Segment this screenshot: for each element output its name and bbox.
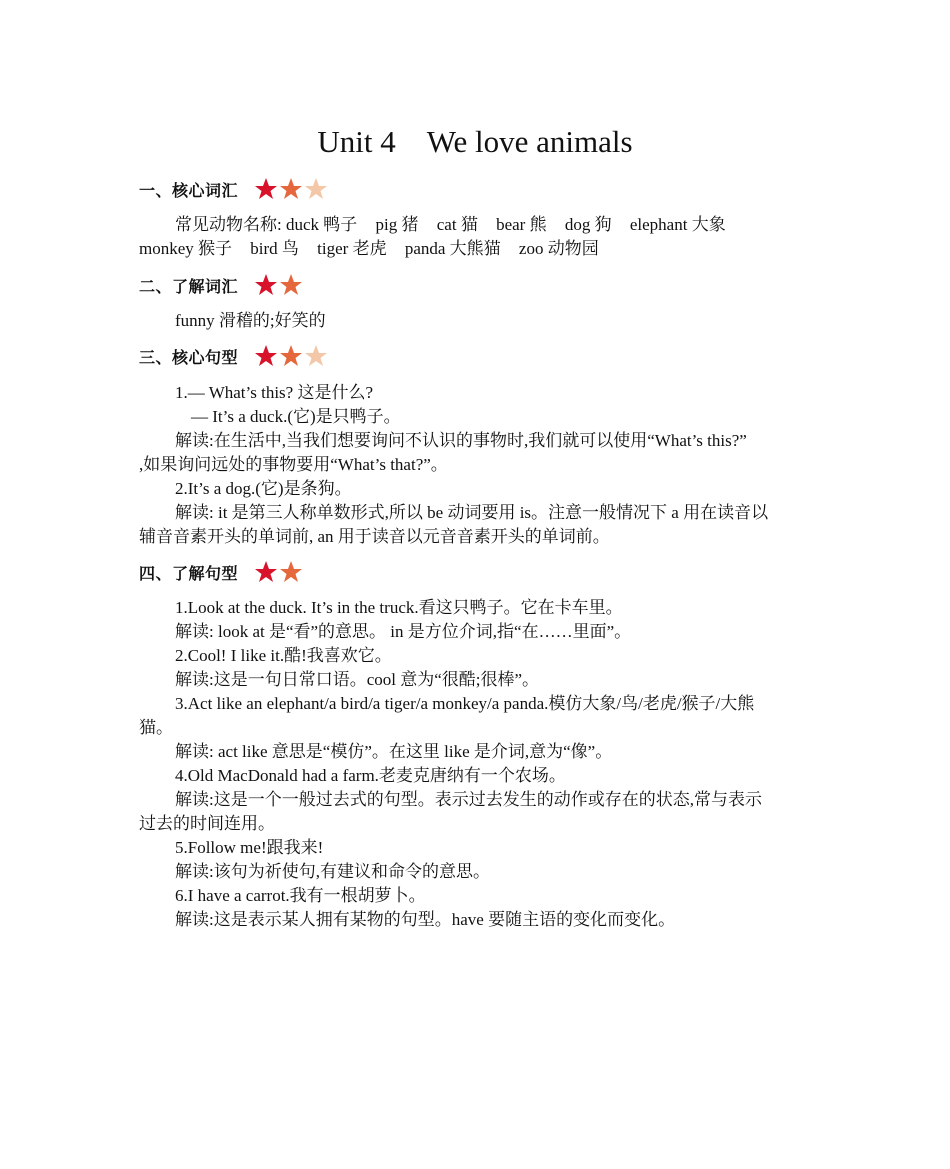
vocab-item: cat 猫	[436, 215, 478, 234]
vocab-item: elephant 大象	[629, 215, 726, 234]
vocab-line-funny: funny 滑稽的;好笑的	[175, 311, 326, 330]
star-icon	[304, 344, 328, 368]
rating-stars	[254, 560, 303, 584]
vocab-item: tiger 老虎	[317, 239, 387, 258]
rating-stars	[254, 177, 328, 201]
vocab-item: panda 大熊猫	[404, 239, 501, 258]
vocab-line-2	[139, 237, 814, 261]
star-icon	[279, 344, 303, 368]
vocab-item: pig 猪	[375, 215, 419, 234]
sentence-line: 2.It’s a dog.(它)是条狗。	[175, 479, 352, 498]
section-heading-know-vocab	[139, 270, 303, 300]
vocab-item: bird 鸟	[250, 239, 299, 258]
star-icon	[254, 177, 278, 201]
sentence-line: 1.— What’s this? 这是什么?	[175, 383, 373, 402]
explanation-line: 解读:在生活中,当我们想要询问不认识的事物时,我们就可以使用“What’s this?”	[175, 431, 747, 450]
section-heading-core-sentences	[139, 341, 328, 371]
vocab-item: zoo 动物园	[518, 239, 599, 258]
section-heading-core-vocab	[139, 174, 328, 204]
star-icon	[254, 273, 278, 297]
sentence-line: 4.Old MacDonald had a farm.老麦克唐纳有一个农场。	[175, 766, 566, 785]
sentence-line: 猫。	[139, 718, 173, 737]
section-label: 三、核心句型	[139, 347, 239, 367]
explanation-line: 解读:这是一句日常口语。cool 意为“很酷;很棒”。	[175, 670, 540, 689]
rating-stars	[254, 344, 328, 368]
explanation-line: 解读:这是表示某人拥有某物的句型。have 要随主语的变化而变化。	[175, 910, 676, 929]
star-icon	[304, 177, 328, 201]
sentence-line: 1.Look at the duck. It’s in the truck.看这只鸭子。它在卡车里。	[175, 598, 623, 617]
explanation-line: 解读:该句为祈使句,有建议和命令的意思。	[175, 862, 490, 881]
sentence-line: 2.Cool! I like it.酷!我喜欢它。	[175, 646, 392, 665]
vocab-item: 常见动物名称: duck 鸭子	[175, 215, 358, 234]
sentence-line: — It’s a duck.(它)是只鸭子。	[191, 407, 401, 426]
vocab-item: monkey 猴子	[139, 239, 233, 258]
star-icon	[279, 560, 303, 584]
section-heading-know-sentences	[139, 557, 303, 587]
star-icon	[279, 273, 303, 297]
sentence-line: 6.I have a carrot.我有一根胡萝卜。	[175, 886, 426, 905]
page-title: Unit 4 We love animals	[317, 124, 633, 159]
vocab-item: bear 熊	[496, 215, 547, 234]
section-label: 二、了解词汇	[139, 276, 239, 296]
explanation-line: 辅音音素开头的单词前, an 用于读音以元音音素开头的单词前。	[139, 527, 610, 546]
explanation-line: 解读: it 是第三人称单数形式,所以 be 动词要用 is。注意一般情况下 a 用在读音以	[175, 503, 769, 522]
section-label: 一、核心词汇	[139, 180, 239, 200]
explanation-line: 过去的时间连用。	[139, 814, 275, 833]
star-icon	[254, 560, 278, 584]
vocab-line-1	[139, 213, 850, 237]
star-icon	[279, 177, 303, 201]
explanation-line: ,如果询问远处的事物要用“What’s that?”。	[139, 455, 448, 474]
sentence-line: 3.Act like an elephant/a bird/a tiger/a monkey/a panda.模仿大象/鸟/老虎/猴子/大熊	[175, 694, 755, 713]
vocab-item: dog 狗	[564, 215, 612, 234]
explanation-line: 解读: look at 是“看”的意思。 in 是方位介词,指“在……里面”。	[175, 622, 632, 641]
explanation-line: 解读: act like 意思是“模仿”。在这里 like 是介词,意为“像”。	[175, 742, 613, 761]
rating-stars	[254, 273, 303, 297]
explanation-line: 解读:这是一个一般过去式的句型。表示过去发生的动作或存在的状态,常与表示	[175, 790, 762, 809]
section-label: 四、了解句型	[139, 563, 239, 583]
sentence-line: 5.Follow me!跟我来!	[175, 838, 324, 857]
star-icon	[254, 344, 278, 368]
